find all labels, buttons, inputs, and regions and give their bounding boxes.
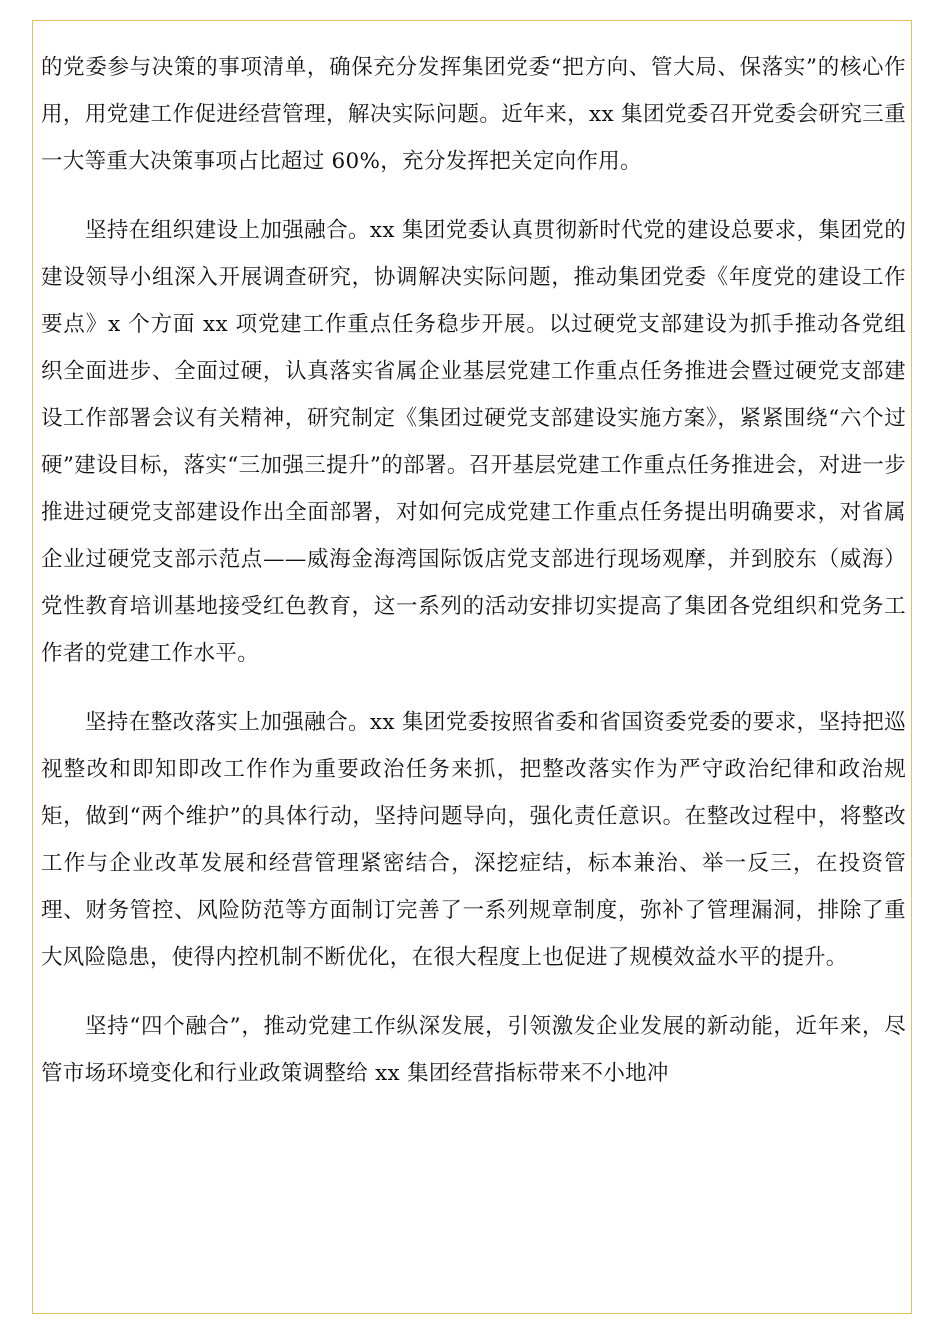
document-body (41, 44, 906, 1119)
paragraph-four-integrations: 坚持“四个融合”，推动党建工作纵深发展，引领激发企业发展的新动能，近年来，尽管市场环境变化和行业政策调整给 xx 集团经营指标带来不小地冲 (41, 1014, 906, 1086)
paragraph-organization-building: 坚持在组织建设上加强融合。xx 集团党委认真贯彻新时代党的建设总要求，集团党的建设领导小组深入开展调查研究，协调解决实际问题，推动集团党委《年度党的建设工作要点》x 个方面 xx 项党建工作重点任务稳步开展。以过硬党支部建设为抓手推动各党组织全面进步、全面过硬，认真落实省属企业基层党建工作重点任务推进会暨过硬党支部建设工作部署会议有关精神，研究制定《集团过硬党支部建设实施方案》，紧紧围绕“六个过硬”建设目标，落实“三加强三提升”的部署。召开基层党建工作重点任务推进会，对进一步推进过硬党支部建设作出全面部署，对如何完成党建工作重点任务提出明确要求，对省属企业过硬党支部示范点——威海金海湾国际饭店党支部进行现场观摩，并到胶东（威海）党性教育培训基地接受红色教育，这一系列的活动安排切实提高了集团各党组织和党务工作者的党建工作水平。 (41, 218, 906, 666)
paragraph-continuation: 的党委参与决策的事项清单，确保充分发挥集团党委“把方向、管大局、保落实”的核心作用，用党建工作促进经营管理，解决实际问题。近年来，xx 集团党委召开党委会研究三重一大等重大决策事项占比超过 60%，充分发挥把关定向作用。 (41, 55, 906, 174)
paragraph-rectification: 坚持在整改落实上加强融合。xx 集团党委按照省委和省国资委党委的要求，坚持把巡视整改和即知即改工作作为重要政治任务来抓，把整改落实作为严守政治纪律和政治规矩，做到“两个维护”的具体行动，坚持问题导向，强化责任意识。在整改过程中，将整改工作与企业改革发展和经营管理紧密结合，深挖症结，标本兼治、举一反三，在投资管理、财务管控、风险防范等方面制订完善了一系列规章制度，弥补了管理漏洞，排除了重大风险隐患，使得内控机制不断优化，在很大程度上也促进了规模效益水平的提升。 (41, 710, 906, 970)
